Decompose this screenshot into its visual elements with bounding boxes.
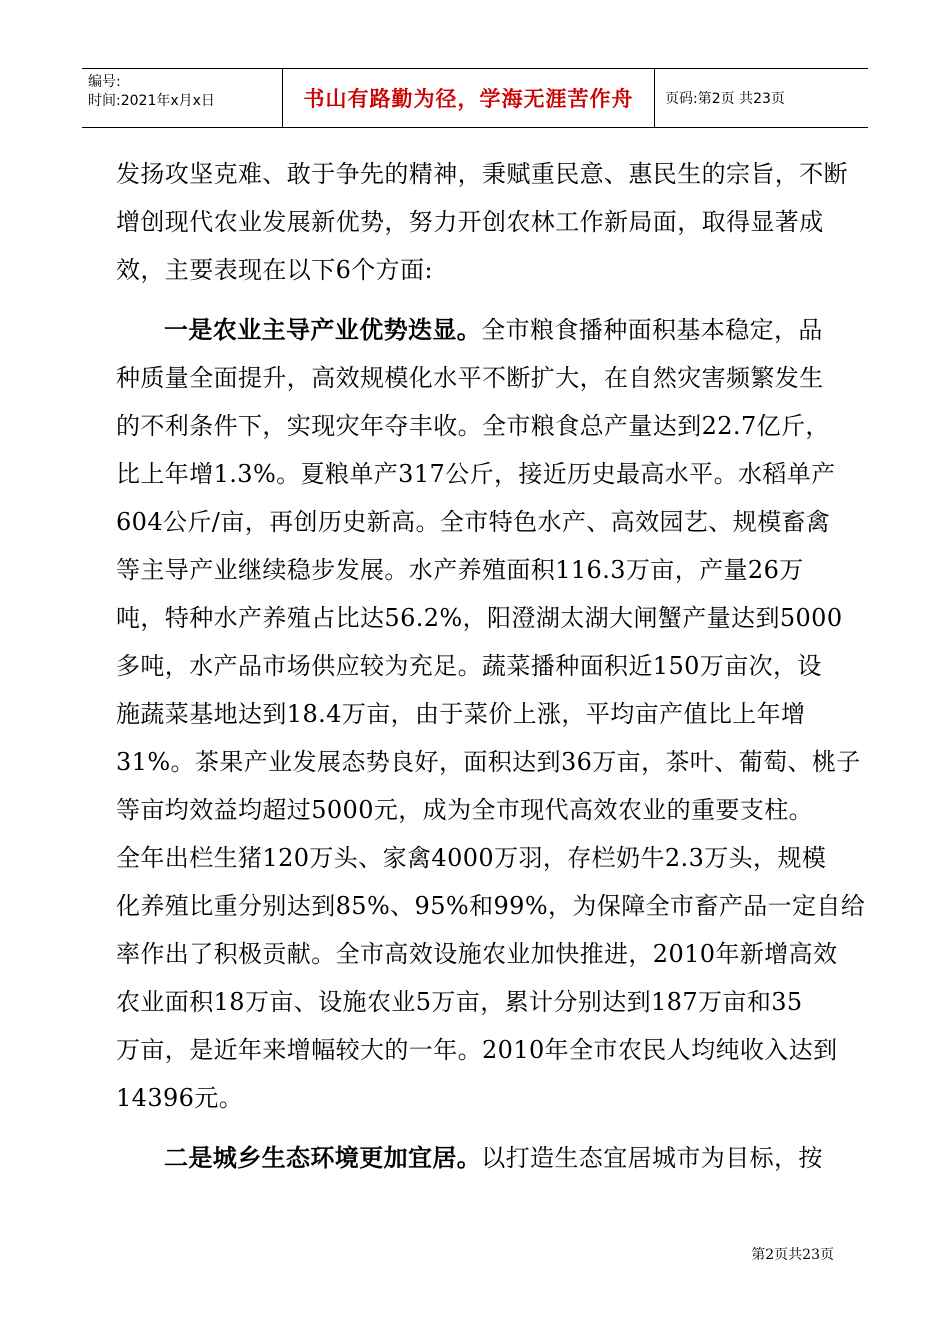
document-body: [116, 150, 866, 1182]
header-number-label: 编号:: [88, 74, 121, 90]
page-footer: 第2页共23页: [751, 1247, 834, 1263]
header-page-label: 页码:第2页 共23页: [665, 91, 785, 107]
text-line: 的不利条件下，实现灾年夺丰收。全市粮食总产量达到22.7亿斤，: [116, 412, 830, 440]
text-line: 等主导产业继续稳步发展。水产养殖面积116.3万亩，产量26万: [116, 556, 804, 584]
header-time-label: 时间:2021年x月x日: [88, 93, 215, 109]
text-line: 化养殖比重分别达到85%、95%和99%，为保障全市畜产品一定自给: [116, 892, 866, 920]
text-line: 发扬攻坚克难、敢于争先的精神，秉赋重民意、惠民生的宗旨，不断: [116, 160, 848, 188]
text-line: 吨，特种水产养殖占比达56.2%，阳澄湖太湖大闸蟹产量达到5000: [116, 604, 843, 632]
text-fragment: 以打造生态宜居城市为目标，按: [481, 1144, 823, 1172]
text-fragment: 全市粮食播种面积基本稳定，品: [481, 316, 823, 344]
text-line: 农业面积18万亩、设施农业5万亩，累计分别达到187万亩和35: [116, 988, 803, 1016]
text-line: 31%。茶果产业发展态势良好，面积达到36万亩，茶叶、葡萄、桃子: [116, 748, 861, 776]
text-line: 多吨，水产品市场供应较为充足。蔬菜播种面积近150万亩次，设: [116, 652, 822, 680]
page-header: [82, 68, 868, 128]
text-line: 效，主要表现在以下6个方面:: [116, 256, 433, 284]
section-heading: 一是农业主导产业优势迭显。: [164, 315, 482, 344]
text-line: 万亩，是近年来增幅较大的一年。2010年全市农民人均纯收入达到: [116, 1036, 838, 1064]
text-line: 施蔬菜基地达到18.4万亩，由于菜价上涨，平均亩产值比上年增: [116, 700, 806, 728]
text-line: 604公斤/亩，再创历史新高。全市特色水产、高效园艺、规模畜禽: [116, 508, 831, 536]
text-line: 等亩均效益均超过5000元，成为全市现代高效农业的重要支柱。: [116, 796, 814, 824]
header-motto: 书山有路勤为径，学海无涯苦作舟: [283, 69, 655, 127]
text-line: 增创现代农业发展新优势，努力开创农林工作新局面，取得显著成: [116, 208, 824, 236]
header-meta-cell: [82, 69, 283, 127]
section-heading: 二是城乡生态环境更加宜居。: [164, 1143, 482, 1172]
paragraph-first-line: [116, 306, 832, 354]
text-line: 全年出栏生猪120万头、家禽4000万羽，存栏奶牛2.3万头，规模: [116, 844, 827, 872]
paragraph-first-line: [116, 1134, 832, 1182]
text-line: 率作出了积极贡献。全市高效设施农业加快推进，2010年新增高效: [116, 940, 838, 968]
text-line: 14396元。: [116, 1084, 244, 1112]
text-line: 比上年增1.3%。夏粮单产317公斤，接近历史最高水平。水稻单产: [116, 460, 836, 488]
text-line: 种质量全面提升，高效规模化水平不断扩大，在自然灾害频繁发生: [116, 364, 824, 392]
